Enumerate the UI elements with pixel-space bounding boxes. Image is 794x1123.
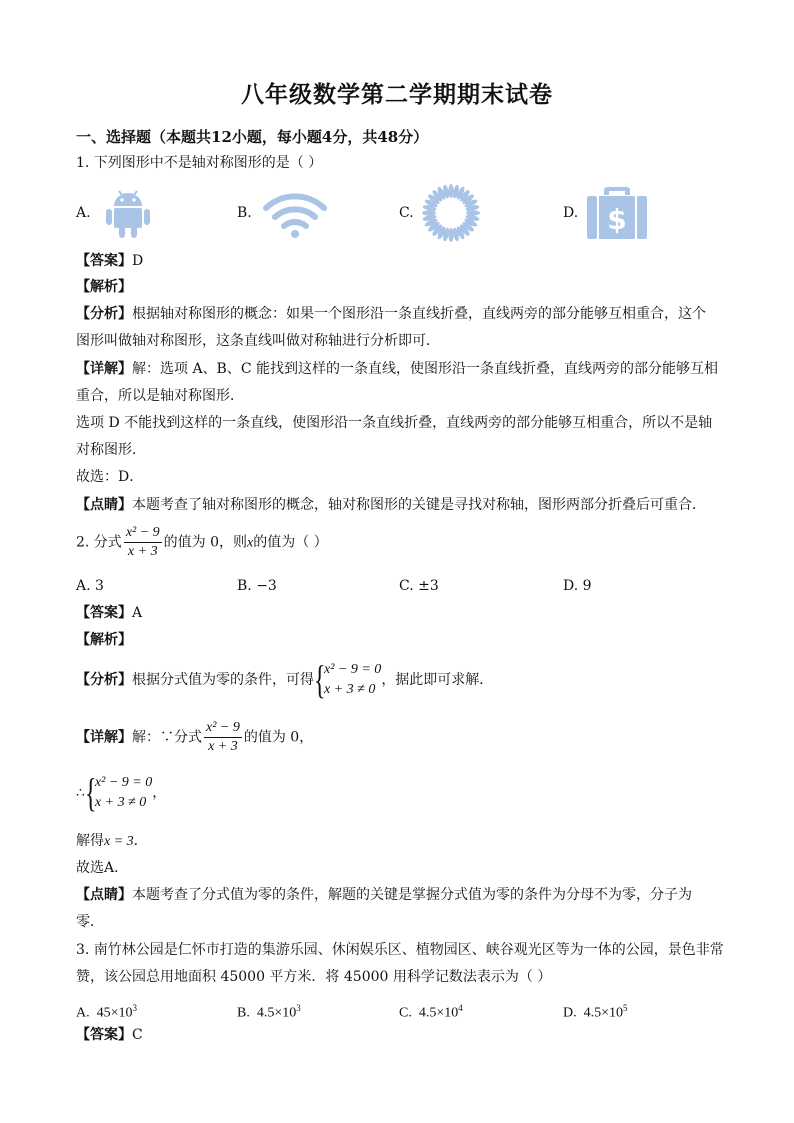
- fraction-numerator: x² − 9: [204, 719, 242, 738]
- q2-choose: 故选A．: [76, 860, 129, 876]
- option-label: A.: [76, 1005, 90, 1021]
- answer-value: D: [132, 253, 144, 269]
- option-value: 4.5×10: [256, 1005, 297, 1021]
- dianjing-text: 本题考查了分式值为零的条件，解题的关键是掌握分式值为零的条件为分母不为零，分子为: [132, 887, 692, 903]
- answer-label: 【答案】: [76, 605, 132, 621]
- q2-xiangjie: [76, 719, 313, 756]
- q2-therefore: [76, 770, 167, 815]
- option-label: D.: [563, 1005, 577, 1021]
- dollar-bag-icon: [585, 183, 649, 241]
- dianjing-text: 本题考查了轴对称图形的概念，轴对称图形的关键是寻找对称轴，图形两部分折叠后可重合．: [132, 497, 706, 513]
- q2-option-a: A. 3: [76, 578, 104, 594]
- q1-xiangjie-line2: 重合，所以是轴对称图形．: [76, 388, 244, 404]
- q1-xiangjie-line3: 选项 D 不能找到这样的一条直线，使图形沿一条直线折叠，直线两旁的部分能够互相重合，所以不是轴: [76, 415, 713, 431]
- section-heading: 一、选择题（本题共12小题，每小题4分，共48分）: [76, 128, 429, 146]
- q2-option-d: D. 9: [563, 578, 592, 594]
- q1-xiangjie-line1: [76, 358, 718, 380]
- page-title: 八年级数学第二学期期末试卷: [241, 81, 553, 108]
- option-exponent: 3: [132, 1003, 138, 1013]
- solve-post: ．: [133, 833, 148, 849]
- q2-stem-pre: 2. 分式: [76, 534, 122, 551]
- fraction-denominator: x + 3: [127, 544, 158, 559]
- q2-analysis-label: 【解析】: [76, 632, 132, 648]
- android-icon: [100, 184, 156, 240]
- sun-ring-petal: [448, 184, 453, 198]
- q3-option-c: [399, 997, 463, 1025]
- option-value: 4.5×10: [583, 1005, 624, 1021]
- equation-row-2: x + 3 ≠ 0: [324, 682, 376, 697]
- svg-text:$: $: [607, 203, 627, 236]
- q2-stem: [76, 524, 328, 561]
- q2-dianjing: [76, 884, 692, 906]
- equation-system: { x² − 9 = 0 x + 3 ≠ 0: [314, 657, 382, 702]
- q1-stem: 1. 下列图形中不是轴对称图形的是（ ）: [76, 155, 323, 171]
- option-exponent: 5: [623, 1003, 628, 1013]
- q3-answer: [76, 1024, 143, 1046]
- comma: ，: [152, 785, 167, 801]
- q1-fenxi-line1: [76, 303, 706, 325]
- option-label: B.: [237, 1005, 250, 1021]
- fraction-denominator: x + 3: [208, 739, 238, 754]
- fenxi-text-post: ，据此即可求解．: [381, 672, 494, 688]
- q2-option-c: C. ±3: [399, 578, 439, 594]
- fenxi-label: 【分析】: [76, 672, 132, 688]
- q3-stem-line1: 3. 南竹林公园是仁怀市打造的集游乐园、休闲娱乐区、植物园区、峡谷观光区等为一体的公园，景色非常: [76, 942, 724, 958]
- sun-ring-petal: [448, 228, 453, 242]
- answer-label: 【答案】: [76, 1027, 132, 1043]
- fraction: [204, 719, 242, 756]
- equation-row-1: x² − 9 = 0: [324, 662, 382, 677]
- answer-value: C: [132, 1027, 143, 1043]
- xiangjie-text-post: 的值为 0，: [243, 729, 314, 746]
- q3-option-b: [237, 997, 301, 1025]
- q1-xiangjie-line5: 故选：D．: [76, 469, 144, 485]
- q2-fenxi: [76, 657, 494, 702]
- equation-system: { x² − 9 = 0 x + 3 ≠ 0: [84, 770, 153, 815]
- q1-xiangjie-line4: 对称图形．: [76, 442, 146, 458]
- q1-dianjing: [76, 494, 706, 516]
- variable-x: x: [247, 535, 254, 551]
- solution: x = 3: [104, 834, 134, 849]
- sun-ring-petal: [422, 210, 436, 215]
- q2-dianjing-line2: 零．: [76, 914, 104, 930]
- q1-option-d-label: D.: [563, 205, 579, 221]
- q1-analysis-label: 【解析】: [76, 279, 132, 295]
- q1-option-c-label: C.: [399, 205, 414, 221]
- fenxi-text: 根据分式值为零的条件，可得: [132, 672, 314, 688]
- xiangjie-label: 【详解】: [76, 729, 132, 746]
- q3-option-a: [76, 997, 137, 1025]
- q1-option-a-label: A.: [76, 205, 91, 221]
- option-value: 45×10: [96, 1005, 133, 1021]
- q2-stem-end: 的值为（ ）: [253, 534, 328, 551]
- q2-answer: [76, 602, 142, 624]
- solve-label: 解得: [76, 833, 104, 849]
- option-exponent: 3: [296, 1003, 301, 1013]
- option-exponent: 4: [458, 1003, 463, 1013]
- answer-value: A: [132, 605, 143, 621]
- option-value: 4.5×10: [418, 1005, 459, 1021]
- fraction: [124, 524, 162, 561]
- dianjing-label: 【点睛】: [76, 887, 132, 903]
- xiangjie-text: 解：∵分式: [132, 729, 202, 746]
- q2-stem-post: 的值为 0，则: [163, 534, 248, 551]
- fenxi-text: 根据轴对称图形的概念：如果一个图形沿一条直线折叠，直线两旁的部分能够互相重合，这个: [132, 306, 706, 322]
- q1-option-b-label: B.: [237, 205, 252, 221]
- q3-stem-line2: 赞，该公园总用地面积 45000 平方米．将 45000 用科学记数法表示为（ ）: [76, 969, 552, 985]
- xiangjie-label: 【详解】: [76, 361, 132, 377]
- wifi-icon: [262, 190, 328, 240]
- option-label: C.: [399, 1005, 412, 1021]
- sun-ring-icon: [420, 182, 482, 244]
- xiangjie-text: 解：选项 A、B、C 能找到这样的一条直线，使图形沿一条直线折叠，直线两旁的部分能够互相: [132, 361, 719, 377]
- q2-option-b: B. −3: [237, 578, 277, 594]
- q1-fenxi-line2: 图形叫做轴对称图形，这条直线叫做对称轴进行分析即可．: [76, 333, 440, 349]
- equation-row-2: x + 3 ≠ 0: [94, 795, 147, 810]
- q1-answer: [76, 250, 143, 272]
- fenxi-label: 【分析】: [76, 306, 132, 322]
- therefore-symbol: ∴: [76, 785, 85, 801]
- q3-option-d: [563, 997, 628, 1025]
- equation-row-1: x² − 9 = 0: [94, 775, 153, 790]
- q2-solve: [76, 830, 148, 853]
- dianjing-label: 【点睛】: [76, 497, 132, 513]
- fraction-numerator: x² − 9: [124, 524, 162, 543]
- answer-label: 【答案】: [76, 253, 132, 269]
- sun-ring-petal: [466, 210, 480, 215]
